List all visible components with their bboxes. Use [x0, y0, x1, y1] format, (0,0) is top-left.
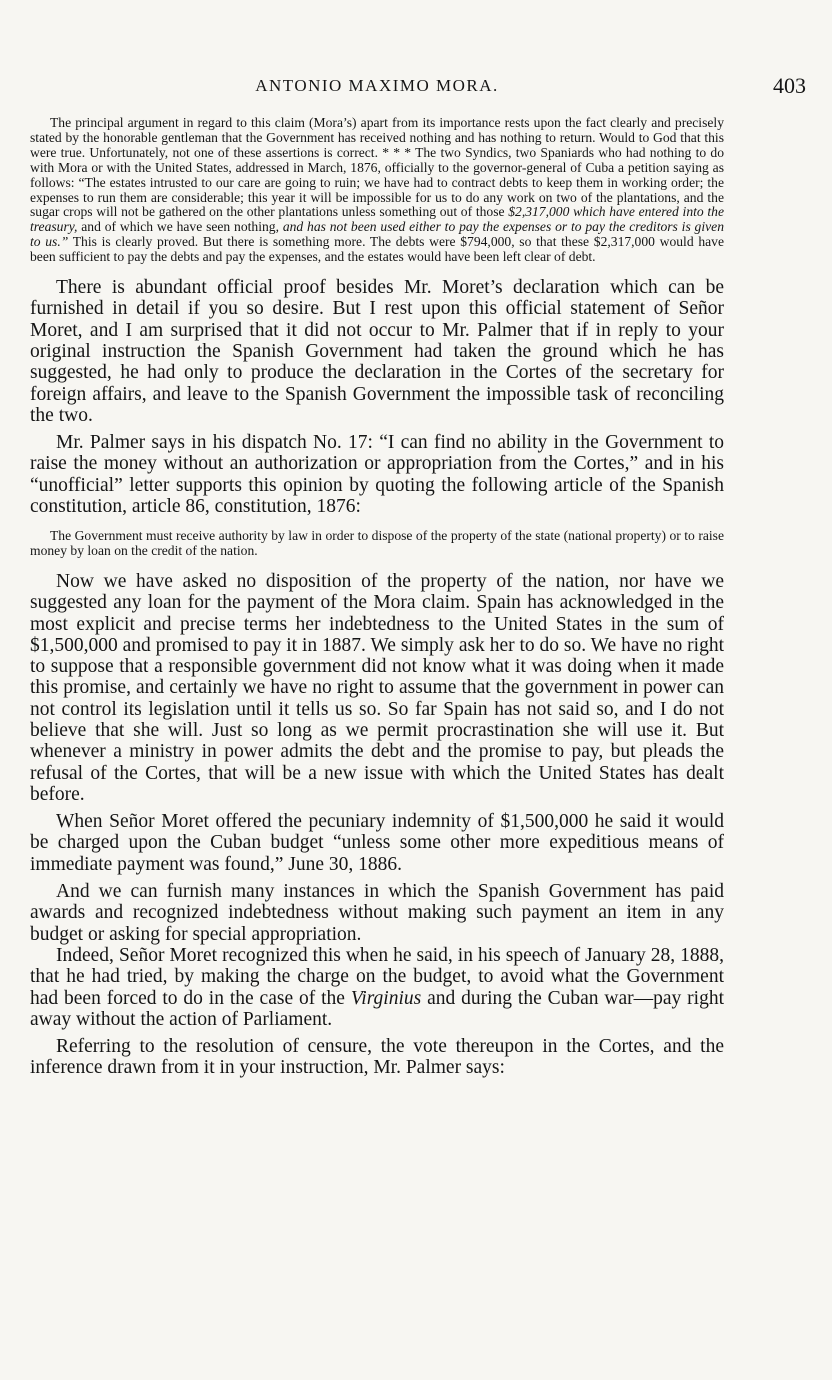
- paragraph: And we can furnish many instances in which the Spanish Government has paid awards and recognized indebtedness without making such payment an item in any budget or asking for special appropriation.: [30, 881, 724, 945]
- running-head: ANTONIO MAXIMO MORA.: [255, 76, 499, 95]
- quote-emphasis: and has not been used either to pay the expenses or to pay the creditors is given to us.”: [30, 219, 724, 250]
- paragraph: When Señor Moret offered the pecuniary indemnity of $1,500,000 he said it would be charged upon the Cuban budget “unless some other more expeditious means of immediate payment was found,” June 30, 1886.: [30, 811, 724, 875]
- paragraph: Referring to the resolution of censure, the vote thereupon in the Cortes, and the inference drawn from it in your instruction, Mr. Palmer says:: [30, 1036, 724, 1079]
- quote-text: The principal argument in regard to this claim (Mora’s) apart from its importance rests upon the fact clearly and precisely stated by the honorable gentleman that the Government has received nothing and has nothing to return. Would to God that this were true. Unfortunately, not one of these assertions is correct. * * * The two Syndics, two Spaniards who had nothing to do with Mora or with the United States, addressed in March, 1876, officially to the governor-general of Cuba a petition saying as follows: “The estates intrusted to our care are going to ruin; we have had to contract debts to keep them in working order; the expenses to run them are considerable; this year it will be impossible for us to do any work on two of the plantations, and the sugar crops will not be gathered on the other plantations unless something out of those: [30, 115, 724, 220]
- paragraph-text: Indeed, Señor Moret recognized this when he said, in his speech of January 28, 1888, that he had tried, by making the charge on the budget, to avoid what the Government had been forced to do in the case of the: [30, 944, 724, 1009]
- page-number: 403: [773, 73, 806, 98]
- page-header: [30, 73, 806, 106]
- quote-emphasis: $2,317,000 which have entered into the treasury,: [30, 204, 724, 235]
- paragraph: Now we have asked no disposition of the property of the nation, nor have we suggested any loan for the payment of the Mora claim. Spain has acknowledged in the most explicit and precise terms her indebtedness to the United States in the sum of $1,500,000 and promised to pay it in 1887. We simply ask her to do so. We have no right to suppose that a responsible government did not know what it was doing when it made this promise, and certainly we have no right to assume that the government in power can not control its legislation until it tells us so. So far Spain has not said so, and I do not believe that she will. Just so long as we permit procrastination she will use it. But whenever a ministry in power admits the debt and the promise to pay, but pleads the refusal of the Cortes, that will be a new issue with which the United States has dealt before.: [30, 570, 724, 805]
- block-quote-constitution: The Government must receive authority by law in order to dispose of the property of the state (national property) or to raise money by loan on the credit of the nation.: [30, 528, 724, 559]
- paragraph-text: and during the Cuban war—pay right away without the action of Parliament.: [30, 987, 725, 1030]
- paragraph: Mr. Palmer says in his dispatch No. 17: “I can find no ability in the Government to raise the money without an authorization or appropriation from the Cortes,” and in his “unofficial” letter supports this opinion by quoting the following article of the Spanish constitution, article 86, constitution, 1876:: [30, 432, 724, 518]
- ship-name: Virginius: [350, 987, 422, 1009]
- paragraph: [30, 945, 724, 1030]
- block-quote-speech: [30, 116, 724, 265]
- quote-text: This is clearly proved. But there is something more. The debts were $794,000, so that these $2,317,000 would have been sufficient to pay the debts and pay the expenses, and the estates would have been left clear of debt.: [30, 234, 724, 265]
- quote-text: and of which we have seen nothing,: [77, 219, 283, 235]
- page-body: [30, 116, 724, 1079]
- paragraph: There is abundant official proof besides Mr. Moret’s declaration which can be furnished in detail if you so desire. But I rest upon this official statement of Señor Moret, and I am surprised that it did not occur to Mr. Palmer that if in reply to your original instruction the Spanish Government had taken the ground which he has suggested, he had only to produce the declaration in the Cortes of the secretary for foreign affairs, and leave to the Spanish Government the impossible task of reconciling the two.: [30, 277, 724, 426]
